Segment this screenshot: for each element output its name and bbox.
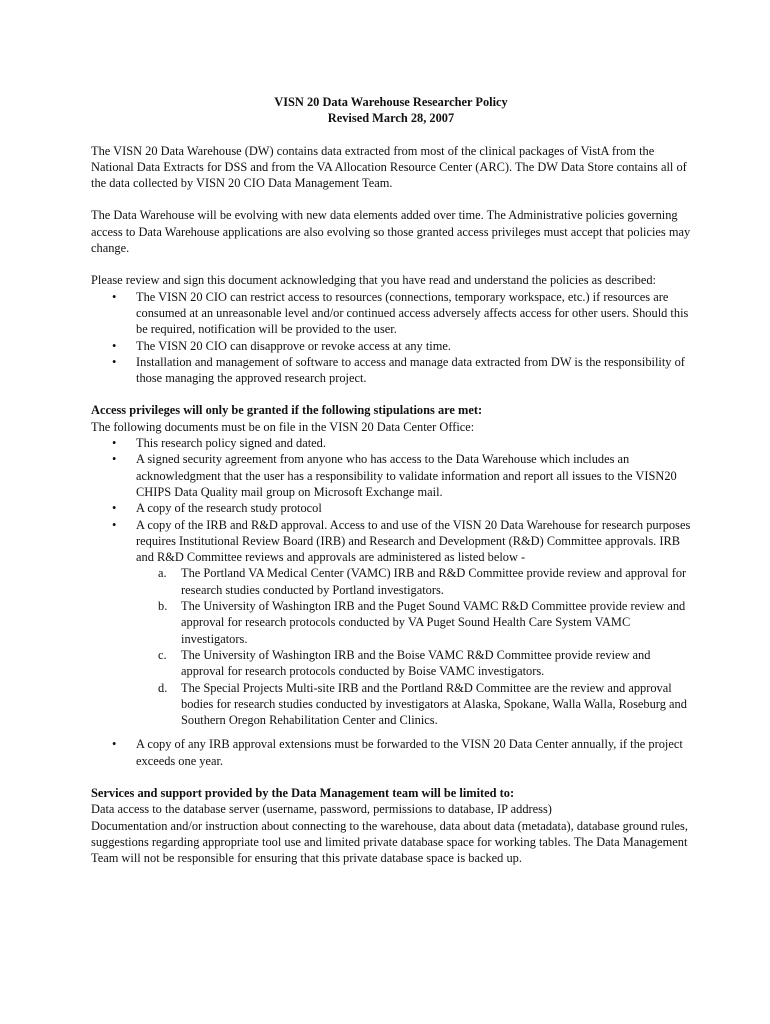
intro-paragraph-2: The Data Warehouse will be evolving with new data elements added over time. The Administrative policies governing access to Data Warehouse applications are also evolving so those granted access privileges must accept that policies may change. <box>91 208 691 256</box>
list-item: • The VISN 20 CIO can restrict access to resources (connections, temporary workspace, etc.) if resources are consumed at an unreasonable level and/or continued access adversely affects access for other users. Should this be required, notification will be provided to the user. <box>91 289 691 338</box>
list-item-text: A copy of the IRB and R&D approval. Access to and use of the VISN 20 Data Warehouse for research purposes requires Institutional Review Board (IRB) and Research and Development (R&D) Committee approvals. IRB and R&D Committee reviews and approvals are administered as listed below - <box>136 517 691 565</box>
sublist-text: The Portland VA Medical Center (VAMC) IRB and R&D Committee provide review and approval for research studies conducted by Portland investigators. <box>181 566 687 597</box>
sublist-text: The Special Projects Multi-site IRB and the Portland R&D Committee are the review and approval bodies for research studies conducted by investigators at Alaska, Spokane, Walla Walla, Roseburg and Southern Oregon Rehabilitation Center and Clinics. <box>181 680 687 728</box>
sublist-marker: b. <box>158 599 168 614</box>
access-lead: The following documents must be on file in the VISN 20 Data Center Office: <box>91 419 475 434</box>
spacer <box>91 127 691 143</box>
intro-paragraph-3: Please review and sign this document acknowledging that you have read and understand the policies as described: <box>91 273 656 288</box>
services-heading: Services and support provided by the Data Management team will be limited to: <box>91 785 515 800</box>
spacer <box>91 728 691 736</box>
policy-list <box>91 289 691 387</box>
spacer <box>91 191 691 207</box>
sublist-item <box>136 565 691 598</box>
document-title: VISN 20 Data Warehouse Researcher Policy <box>274 95 508 109</box>
spacer <box>91 769 691 785</box>
list-item: • This research policy signed and dated. <box>91 435 691 451</box>
sublist-item <box>136 647 691 680</box>
sublist-marker: d. <box>158 680 168 695</box>
intro-paragraph-1: The VISN 20 Data Warehouse (DW) contains data extracted from most of the clinical packages of VistA from the National Data Extracts for DSS and from the VA Allocation Resource Center (ARC). The DW Data Store contains all of the data collected by VISN 20 CIO Data Management Team. <box>91 143 687 191</box>
revision-date: Revised March 28, 2007 <box>327 111 455 126</box>
services-line-1: Data access to the database server (username, password, permissions to database, IP address) <box>91 802 552 817</box>
required-documents-list <box>91 435 691 728</box>
services-line-2: Documentation and/or instruction about connecting to the warehouse, data about data (metadata), database ground rules, suggestions regarding appropriate tool use and limited private database space for working tables. The Data Management Team will not be responsible for ensuring that this private database space is backed up. <box>91 818 688 866</box>
list-item: • A copy of the research study protocol <box>91 500 691 516</box>
spacer <box>91 256 691 272</box>
list-item: • The VISN 20 CIO can disapprove or revoke access at any time. <box>91 338 691 354</box>
spacer <box>91 386 691 402</box>
document-body <box>91 94 691 866</box>
list-item: • A copy of any IRB approval extensions must be forwarded to the VISN 20 Data Center annually, if the project exceeds one year. <box>91 736 691 769</box>
list-item: • A signed security agreement from anyone who has access to the Data Warehouse which includes an acknowledgment that the user has a responsibility to validate information and report all issues to the VISN20 CHIPS Data Quality mail group on Microsoft Exchange mail. <box>91 451 691 500</box>
access-heading: Access privileges will only be granted if the following stipulations are met: <box>91 403 483 418</box>
list-item: • Installation and management of software to access and manage data extracted from DW is the responsibility of those managing the approved research project. <box>91 354 691 387</box>
list-item-irb-approval <box>91 517 691 729</box>
sublist-marker: a. <box>158 566 167 581</box>
extension-list <box>91 736 691 769</box>
sublist-text: The University of Washington IRB and the Puget Sound VAMC R&D Committee provide review and approval for research protocols conducted by VA Puget Sound Health Care System VAMC investigators. <box>181 599 686 646</box>
committee-sublist <box>136 565 691 728</box>
sublist-text: The University of Washington IRB and the Boise VAMC R&D Committee provide review and approval for research protocols conducted by Boise VAMC investigators. <box>181 647 651 679</box>
sublist-item <box>136 598 691 647</box>
sublist-item <box>136 680 691 729</box>
sublist-marker: c. <box>158 647 167 662</box>
